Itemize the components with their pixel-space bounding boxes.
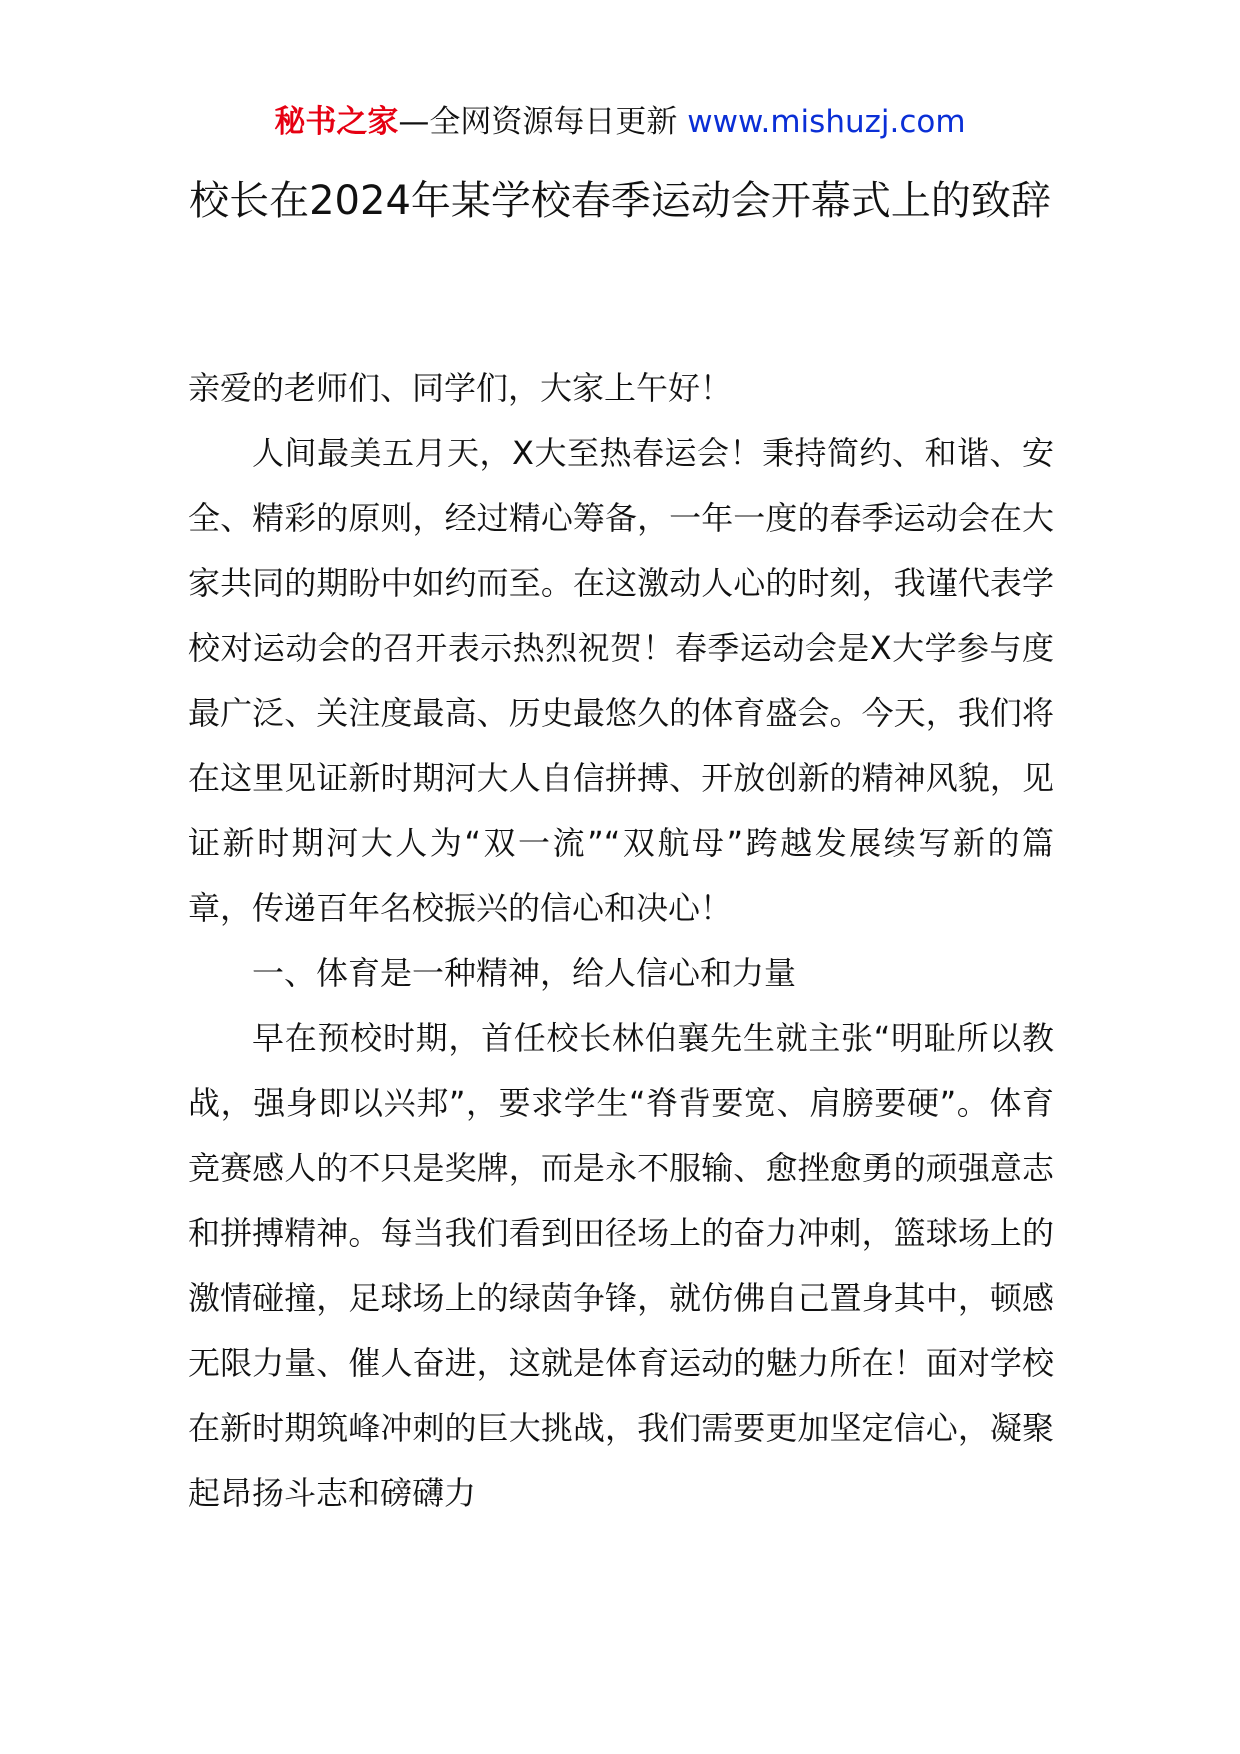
section-heading: 一、体育是一种精神，给人信心和力量 <box>252 954 797 992</box>
document-body <box>188 356 1054 1526</box>
site-header <box>0 102 1240 142</box>
document-title: 校长在2024年某学校春季运动会开幕式上的致辞 <box>189 178 1051 224</box>
paragraph-section-one: 早在预校时期，首任校长林伯襄先生就主张“明耻所以教战，强身即以兴邦”，要求学生“脊背要宽、肩膀要硬”。体育竞赛感人的不只是奖牌，而是永不服输、愈挫愈勇的顽强意志和拼搏精神。每当我们看到田径场上的奋力冲刺，篮球场上的激情碰撞，足球场上的绿茵争锋，就仿佛自己置身其中，顿感无限力量、催人奋进，这就是体育运动的魅力所在！面对学校在新时期筑峰冲刺的巨大挑战，我们需要更加坚定信心，凝聚起昂扬斗志和磅礴力 <box>188 1019 1054 1512</box>
header-tagline: —全网资源每日更新 <box>398 104 688 140</box>
paragraph-intro: 人间最美五月天，X大至热春运会！秉持简约、和谐、安全、精彩的原则，经过精心筹备，一年一度的春季运动会在大家共同的期盼中如约而至。在这激动人心的时刻，我谨代表学校对运动会的召开表示热烈祝贺！春季运动会是X大学参与度最广泛、关注度最高、历史最悠久的体育盛会。今天，我们将在这里见证新时期河大人自信拼搏、开放创新的精神风貌，见证新时期河大人为“双一流”“双航母”跨越发展续写新的篇章，传递百年名校振兴的信心和决心！ <box>188 434 1054 927</box>
salutation: 亲爱的老师们、同学们，大家上午好！ <box>188 369 733 407</box>
brand-name: 秘书之家 <box>274 104 399 140</box>
site-url-link[interactable]: www.mishuzj.com <box>687 104 966 140</box>
